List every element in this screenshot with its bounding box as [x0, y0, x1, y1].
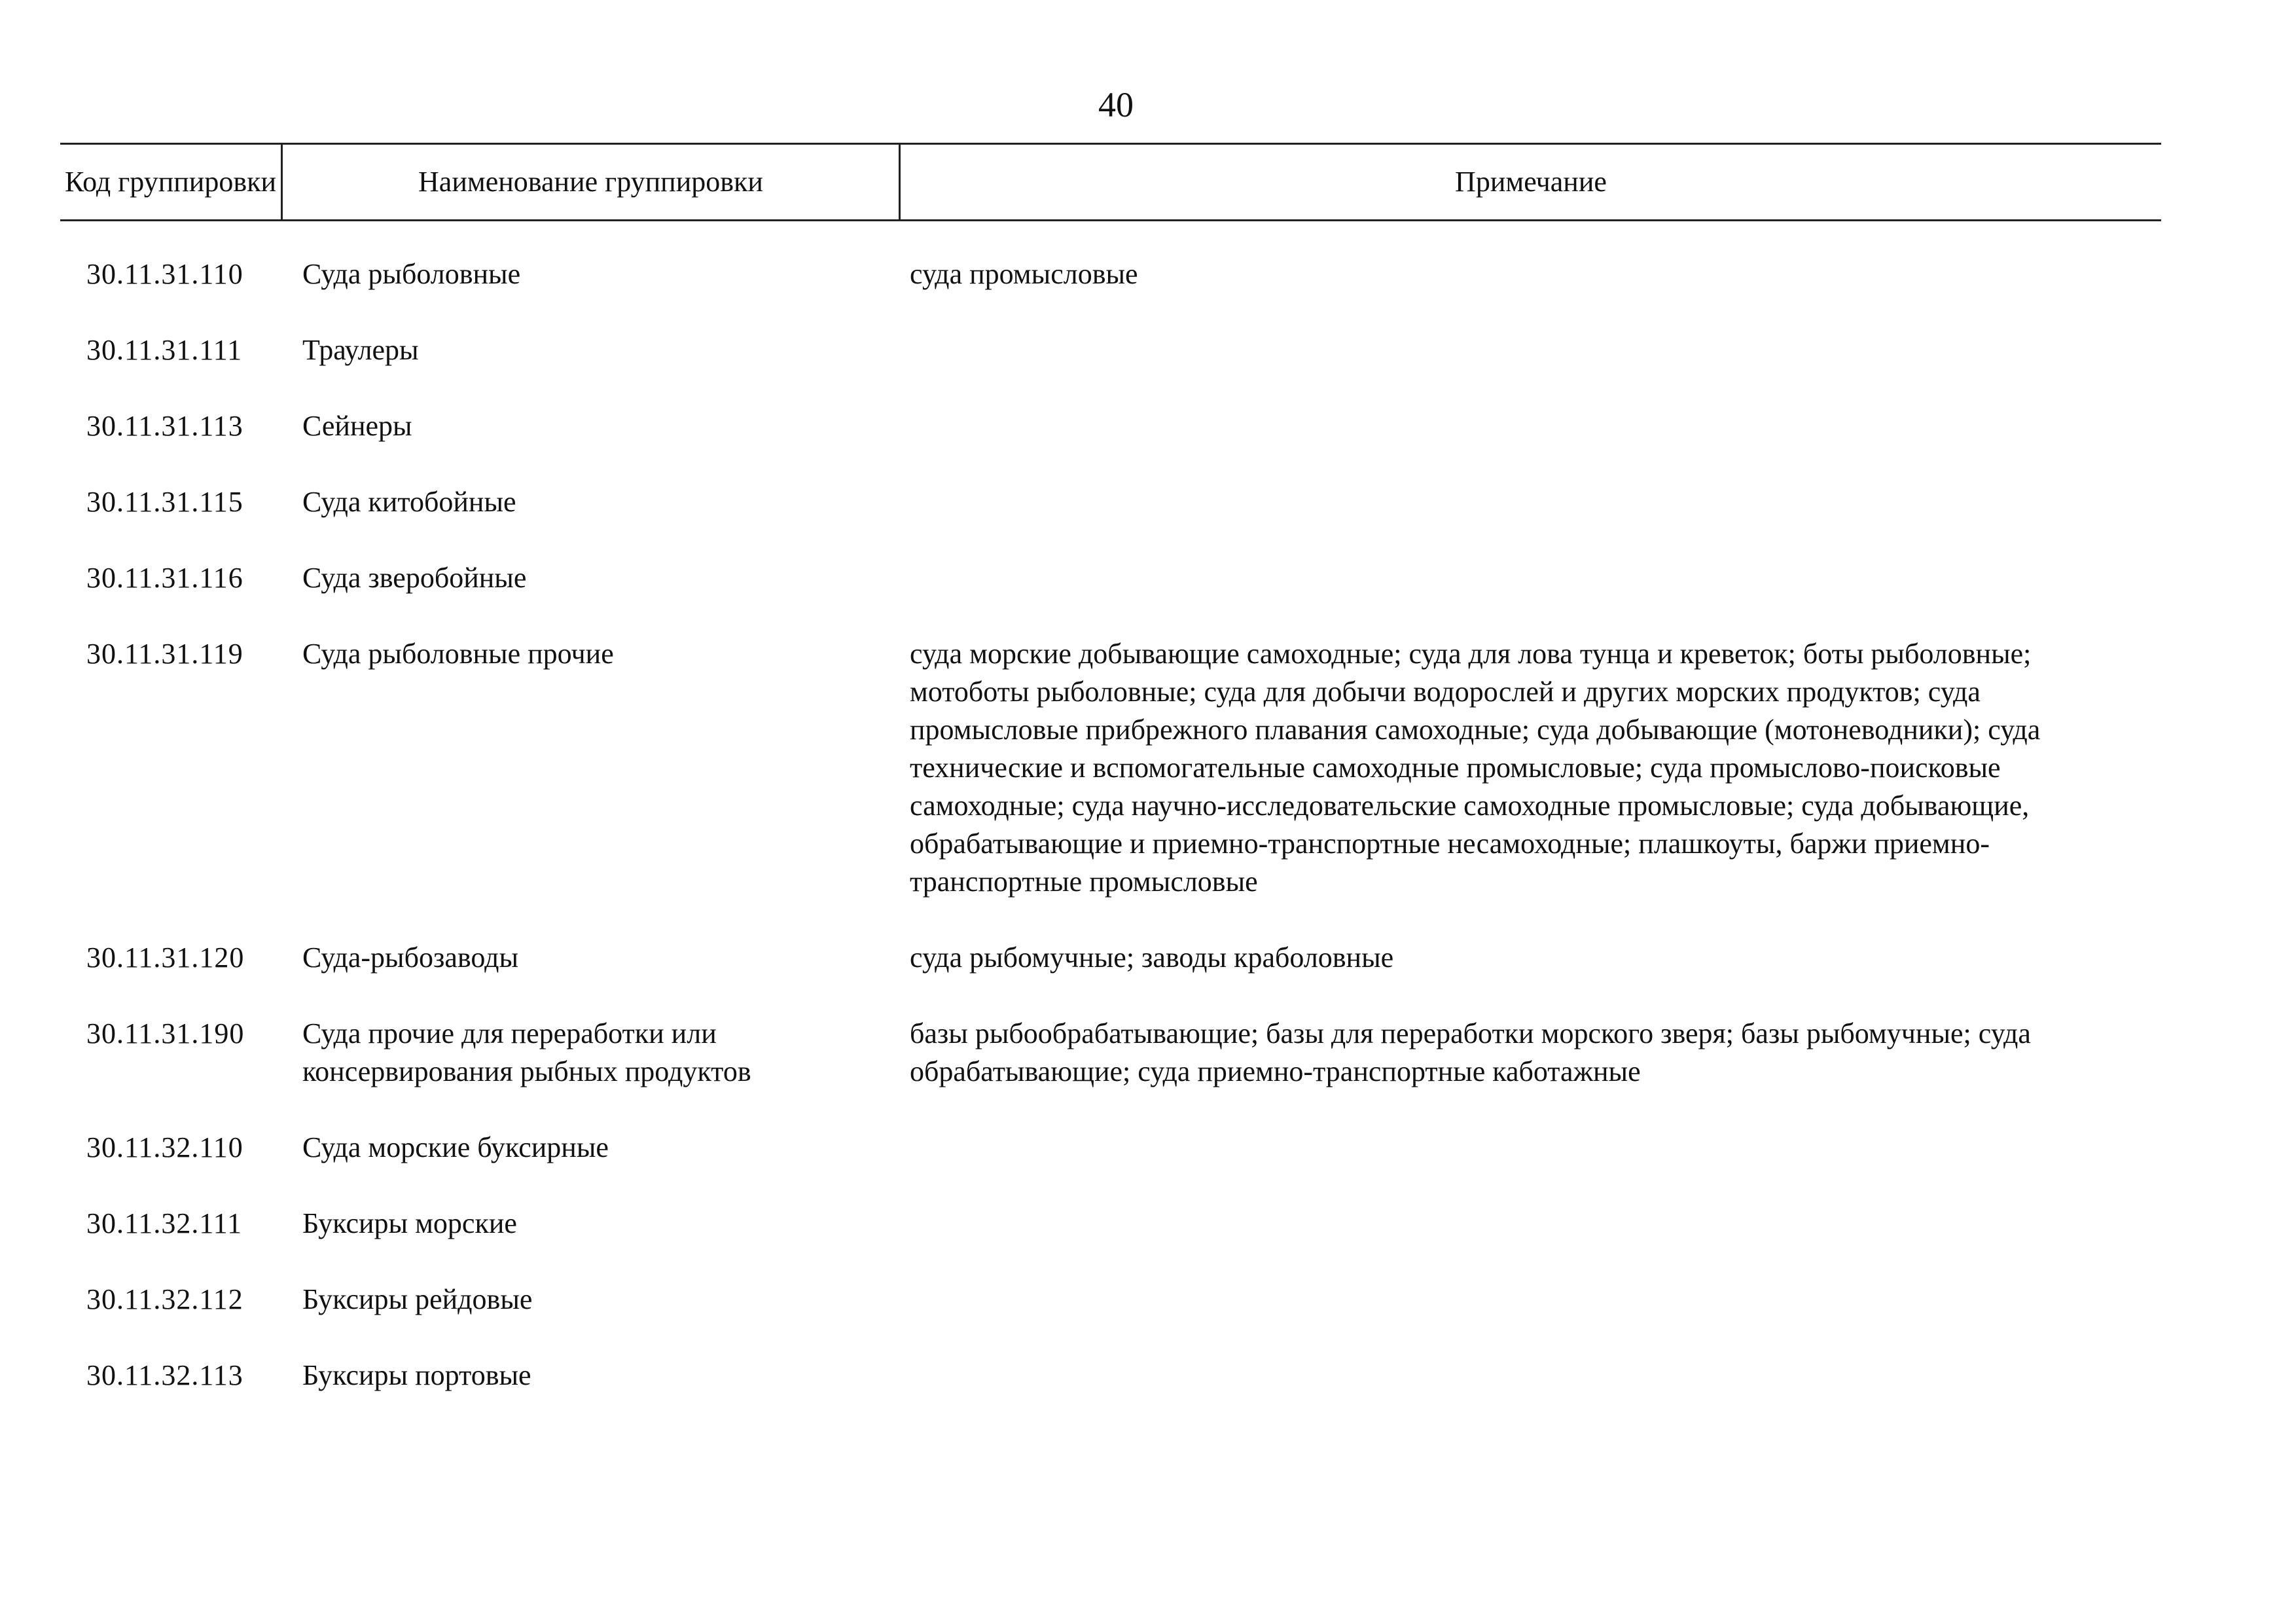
row-name: Суда рыболовные: [302, 258, 521, 290]
row-code: 30.11.32.111: [86, 1207, 243, 1239]
row-code: 30.11.32.110: [86, 1131, 243, 1163]
row-code: 30.11.31.111: [86, 334, 243, 366]
table-row: [0, 939, 2296, 977]
table-row: [0, 1281, 2296, 1319]
row-code: 30.11.32.113: [86, 1359, 243, 1391]
row-name: Буксиры рейдовые: [302, 1283, 533, 1315]
header-name: Наименование группировки: [418, 165, 763, 198]
row-name: Суда зверобойные: [302, 562, 527, 594]
table-header-rule: [60, 219, 2161, 221]
row-name: Траулеры: [302, 334, 419, 366]
table-row: [0, 255, 2296, 293]
row-note: базы рыбообрабатывающие; базы для переработки морского зверя; базы рыбомучные; суда обрабатывающие; суда приемно-транспортные каботажные: [910, 1017, 2031, 1087]
row-code: 30.11.32.112: [86, 1283, 243, 1315]
table-body: [0, 255, 2296, 1432]
row-code: 30.11.31.116: [86, 562, 243, 594]
row-name: Суда рыболовные прочие: [302, 638, 614, 670]
row-note: суда рыбомучные; заводы краболовные: [910, 941, 1394, 974]
row-code: 30.11.31.190: [86, 1017, 245, 1049]
row-name: Суда морские буксирные: [302, 1131, 609, 1163]
row-name: Буксиры морские: [302, 1207, 517, 1239]
table-row: [0, 1205, 2296, 1243]
row-name: Буксиры портовые: [302, 1359, 531, 1391]
header-note: Примечание: [1455, 165, 1607, 198]
table-row: [0, 635, 2296, 901]
header-code: Код группировки: [64, 165, 277, 198]
page-number: 40: [1098, 85, 1134, 124]
table-row: [0, 483, 2296, 521]
table-row: [0, 1357, 2296, 1395]
row-name: Суда китобойные: [302, 486, 516, 518]
table-row: [0, 407, 2296, 445]
row-name: Суда прочие для переработки или консервирования рыбных продуктов: [302, 1017, 751, 1087]
table-row: [0, 1015, 2296, 1091]
row-code: 30.11.31.119: [86, 638, 243, 670]
table-row: [0, 331, 2296, 369]
table-row: [0, 1129, 2296, 1167]
table-row: [0, 559, 2296, 597]
row-name: Сейнеры: [302, 410, 412, 442]
row-note: суда морские добывающие самоходные; суда для лова тунца и креветок; боты рыболовные; мотоботы рыболовные; суда для добычи водорослей и других морских продуктов; суда промысловые прибрежного плавания самоходные; суда добывающие (мотоневодники); суда технические и вспомогательные самоходные промысловые; суда промыслово-поисковые самоходные; суда научно-исследовательские самоходные промысловые; суда добывающие, обрабатывающие и приемно-транспортные несамоходные; плашкоуты, баржи приемно-транспортные промысловые: [910, 638, 2041, 898]
row-code: 30.11.31.110: [86, 258, 243, 290]
row-code: 30.11.31.120: [86, 941, 245, 974]
row-code: 30.11.31.115: [86, 486, 243, 518]
row-name: Суда-рыбозаводы: [302, 941, 519, 974]
row-code: 30.11.31.113: [86, 410, 243, 442]
row-note: суда промысловые: [910, 258, 1138, 290]
